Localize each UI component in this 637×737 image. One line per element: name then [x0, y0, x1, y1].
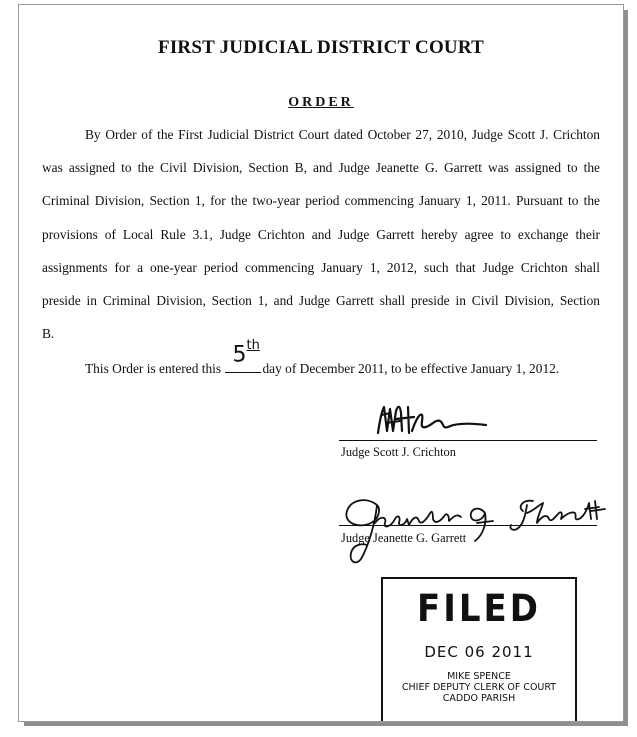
signer-name: Judge Jeanette G. Garrett [341, 531, 467, 545]
entered-prefix: This Order is entered this [85, 361, 222, 376]
entered-line [85, 338, 560, 377]
body-text-line: Criminal Division, Section 1, for the two-year period commencing January 1, 2011. Pursuant to the [42, 193, 600, 208]
document-page [18, 4, 624, 722]
signature-line [339, 525, 597, 526]
garrett-signature [337, 483, 617, 573]
signature-line [339, 440, 597, 441]
crichton-signature [374, 401, 504, 441]
court-title: FIRST JUDICIAL DISTRICT COURT [158, 37, 484, 58]
handwritten-day [232, 338, 260, 368]
order-heading: ORDER [288, 95, 354, 110]
day-suffix: th [246, 338, 260, 353]
body-text-line: B. [42, 326, 55, 341]
entered-suffix: day of December 2011, to be effective January 1, 2012. [262, 361, 560, 376]
body-text-line: was assigned to the Civil Division, Section B, and Judge Jeanette G. Garrett was assigned to the [42, 160, 600, 175]
day-number: 5 [232, 342, 247, 368]
body-text-line: assignments for a one-year period commencing January 1, 2012, such that Judge Crichton shall [42, 260, 600, 275]
stamp-filed-text: FILED [417, 587, 541, 631]
day-blank [225, 338, 261, 373]
stamp-clerk-block [383, 671, 575, 704]
stamp-date: DEC 06 2011 [424, 643, 534, 661]
filed-stamp [381, 577, 577, 722]
stamp-clerk-name: MIKE SPENCE [447, 671, 511, 682]
stamp-parish: CADDO PARISH [442, 693, 516, 704]
stamp-clerk-title: CHIEF DEPUTY CLERK OF COURT [401, 682, 557, 693]
signer-name: Judge Scott J. Crichton [341, 445, 456, 459]
body-text-line: preside in Criminal Division, Section 1, and Judge Garrett shall preside in Civil Division, Section [42, 293, 600, 308]
body-text-line: By Order of the First Judicial District Court dated October 27, 2010, Judge Scott J. Crichton [85, 127, 600, 142]
body-text-line: provisions of Local Rule 3.1, Judge Crichton and Judge Garrett hereby agree to exchange their [42, 227, 600, 242]
